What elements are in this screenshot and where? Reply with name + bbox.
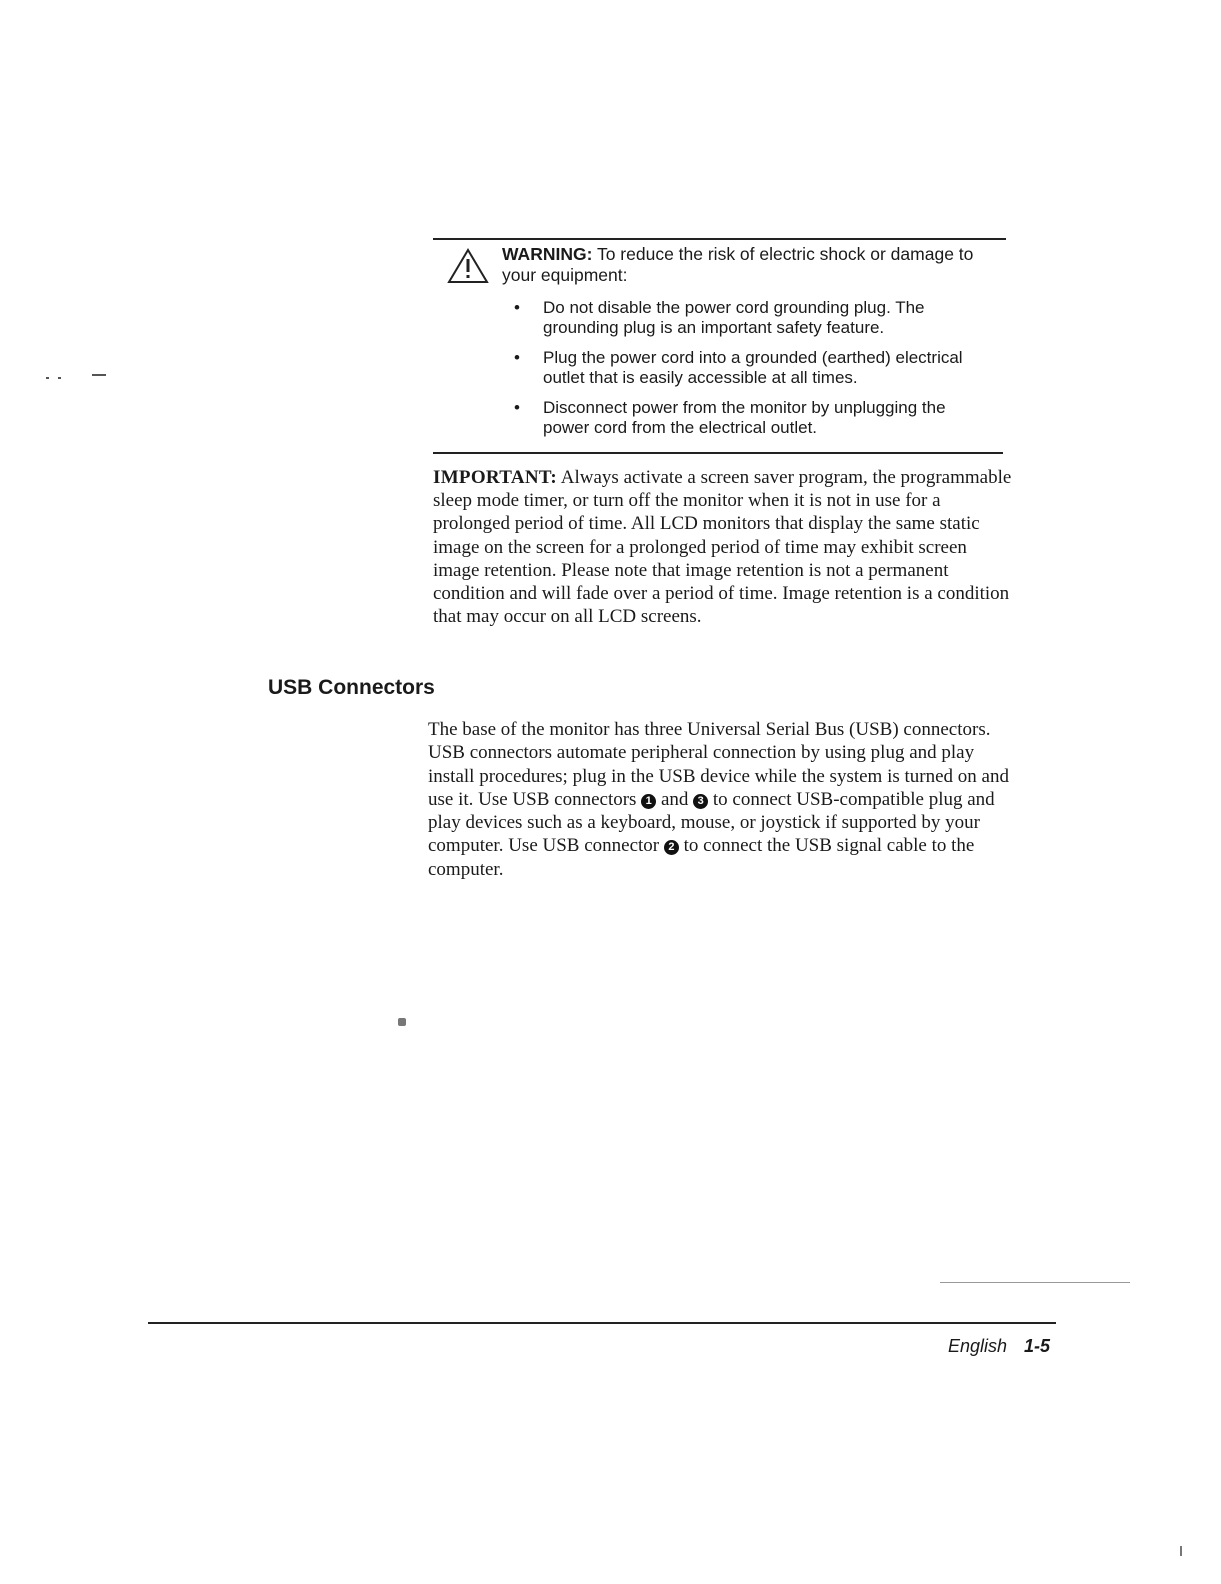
footer-language: English <box>948 1336 1008 1356</box>
footer-rule <box>148 1322 1056 1324</box>
list-item: • Plug the power cord into a grounded (earthed) electrical outlet that is easily accessible at all times. <box>514 348 963 387</box>
warning-top-rule <box>433 238 1006 240</box>
warning-item-text: Plug the power cord into a grounded (earthed) electrical outlet that is easily accessible at all times. <box>543 348 963 387</box>
callout-1: 1 <box>641 794 656 809</box>
page-number: 1-5 <box>1024 1336 1051 1356</box>
scan-speck <box>92 374 106 376</box>
scan-speck <box>398 1018 406 1026</box>
warning-heading <box>502 244 1012 286</box>
section-heading-usb: USB Connectors <box>268 676 435 699</box>
warning-text: To reduce the risk of electric shock or damage to your equipment: <box>502 244 974 285</box>
usb-text-1: The base of the monitor has three Universal Serial Bus (USB) connectors. USB connectors automate peripheral connection by using plug and play install procedures; plug in the USB device while the system is turned on and use it. Use USB connectors <box>428 719 1009 810</box>
usb-text-2: and <box>660 788 689 810</box>
warning-item-text: Do not disable the power cord grounding plug. The grounding plug is an important safety feature. <box>543 298 925 337</box>
callout-2: 2 <box>664 840 679 855</box>
scan-speck <box>58 377 61 379</box>
usb-text-4: to connect the USB signal cable to the computer. <box>428 835 975 880</box>
important-text: Always activate a screen saver program, the programmable sleep mode timer, or turn off the monitor when it is not in use for a prolonged period of time. All LCD monitors that display the same static image on the screen for a prolonged period of time may exhibit screen image retention. Please note that image retention is not a permanent condition and will fade over a period of time. Image retention is a condition that may occur on all LCD screens. <box>433 467 1012 628</box>
important-label: IMPORTANT: <box>433 467 558 488</box>
scan-speck <box>940 1282 1130 1283</box>
usb-text-3: to connect USB-compatible plug and play devices such as a keyboard, mouse, or joystick if supported by your computer. Use USB connector <box>428 788 995 857</box>
usb-paragraph <box>428 718 1013 881</box>
warning-label: WARNING: <box>502 244 593 264</box>
scan-speck <box>46 377 49 379</box>
warning-bottom-rule <box>433 452 1003 454</box>
callout-3: 3 <box>693 794 708 809</box>
warning-triangle-icon <box>447 248 489 284</box>
warning-item-text: Disconnect power from the monitor by unplugging the power cord from the electrical outlet. <box>543 398 946 437</box>
list-item: • Do not disable the power cord grounding plug. The grounding plug is an important safety feature. <box>514 298 925 337</box>
list-item: • Disconnect power from the monitor by unplugging the power cord from the electrical outlet. <box>514 398 946 437</box>
warning-list <box>505 298 995 448</box>
important-note <box>433 466 1018 628</box>
scan-speck <box>1180 1546 1182 1556</box>
